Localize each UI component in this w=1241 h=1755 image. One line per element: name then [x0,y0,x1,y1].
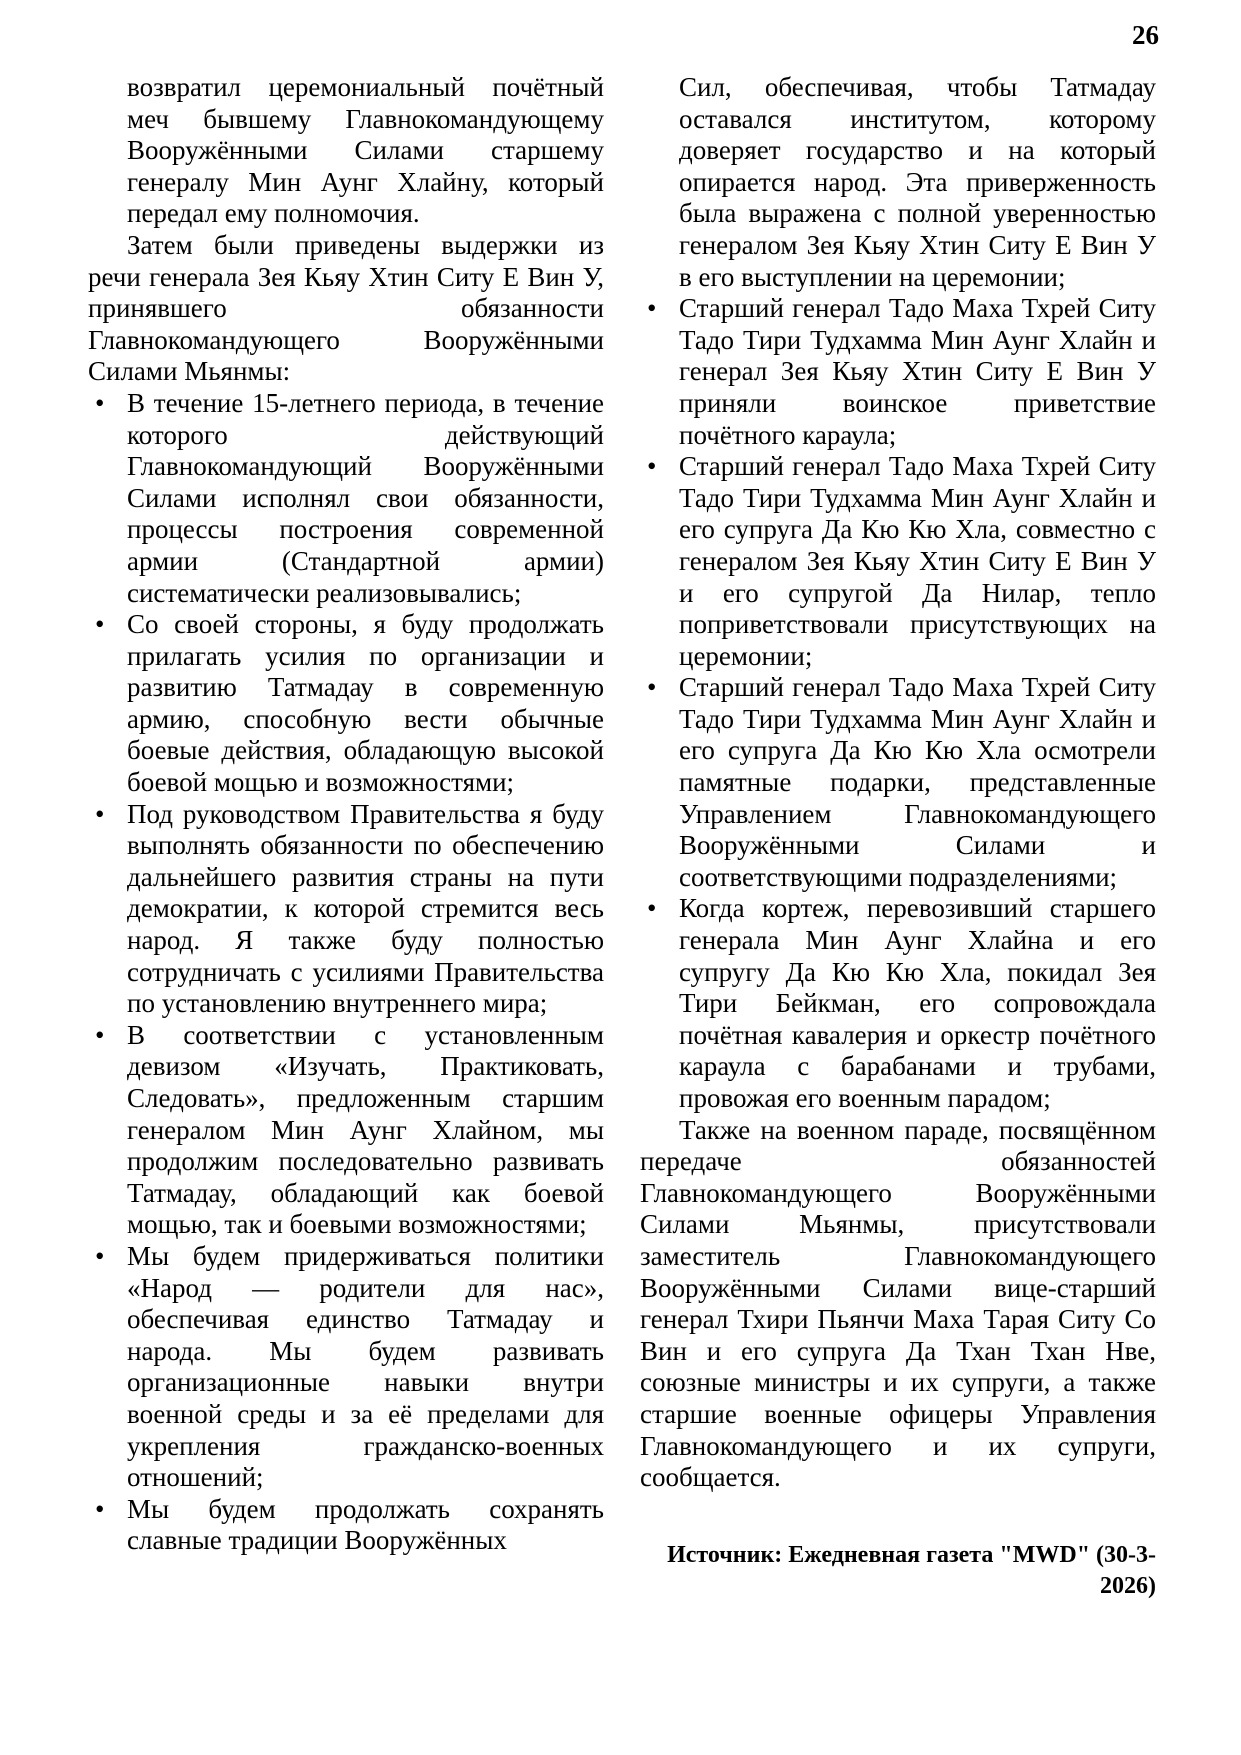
bullet-marker-icon: • [95,609,105,640]
bullet-marker-icon: • [95,1493,105,1524]
bullet-marker-icon: • [647,451,657,482]
bullet-text: Мы будем продолжать сохранять славные традиции Вооружённых [127,1493,604,1556]
bullet-item [88,1241,604,1494]
bullet-marker-icon: • [95,798,105,829]
bullet-item [640,672,1156,893]
bullet-text: Старший генерал Тадо Маха Тхрей Ситу Тадо Тири Тудхамма Мин Аунг Хлайн и его супруга Да Кю Кю Хла осмотрели памятные подарки, представленные Управлением Главнокомандующего Вооружёнными Силами и соответствующими подразделениями; [679,672,1156,892]
continuation-paragraph: возвратил церемониальный почётный меч бывшему Главнокомандующему Вооружёнными Силами старшему генералу Мин Аунг Хлайну, который передал ему полномочия. [127,72,604,229]
bullet-item [640,893,1156,1114]
bullet-item [88,388,604,609]
two-column-layout [88,72,1156,1603]
bullet-item [88,1494,604,1557]
left-column [88,72,604,1603]
page-number: 26 [1132,20,1159,50]
bullet-text: Старший генерал Тадо Маха Тхрей Ситу Тадо Тири Тудхамма Мин Аунг Хлайн и генерал Зея Кьяу Хтин Ситу Е Вин У приняли воинское приветствие почётного караула; [679,293,1156,450]
bullet-item [640,293,1156,451]
right-column [640,72,1156,1603]
continuation-paragraph: Сил, обеспечивая, чтобы Татмадау оставался институтом, которому доверяет государство и на который опирается народ. Эта приверженность была выражена с полной уверенностью генералом Зея Кьяу Хтин Ситу Е Вин У в его выступлении на церемонии; [679,72,1156,292]
bullet-item [88,1020,604,1241]
bullet-text: Со своей стороны, я буду продолжать прилагать усилия по организации и развитию Татмадау в современную армию, способную вести обычные боевые действия, обладающую высокой боевой мощью и возможностями; [127,609,604,798]
closing-paragraph: Также на военном параде, посвящённом передаче обязанностей Главнокомандующего Вооружёнными Силами Мьянмы, присутствовали заместитель Главнокомандующего Вооружёнными Силами вице-старший генерал Тхири Пьянчи Маха Тарая Ситу Со Вин и его супруга Да Тхан Тхан Нве, союзные министры и их супруги, а также старшие военные офицеры Управления Главнокомандующего и их супруги, сообщается. [640,1114,1156,1493]
bullet-text: В течение 15-летнего периода, в течение которого действующий Главнокомандующий Вооружёнными Силами исполнял свои обязанности, процессы построения современной армии (Стандартной армии) систематически реализовывались; [127,387,604,608]
bullet-item [88,799,604,1020]
bullet-marker-icon: • [647,293,657,324]
bullet-item [640,451,1156,672]
bullet-marker-icon: • [647,672,657,703]
source-line: Источник: Ежедневная газета "MWD" (30-3-2026) [667,1541,1156,1600]
intro-paragraph: Затем были приведены выдержки из речи генерала Зея Кьяу Хтин Ситу Е Вин У, принявшего обязанности Главнокомандующего Вооружёнными Силами Мьянмы: [88,229,604,387]
bullet-text: Старший генерал Тадо Маха Тхрей Ситу Тадо Тири Тудхамма Мин Аунг Хлайн и его супруга Да Кю Кю Хла, совместно с генералом Зея Кьяу Хтин Ситу Е Вин У и его супругой Да Нилар, тепло поприветствовали присутствующих на церемонии; [679,451,1156,671]
bullet-text: Мы будем придерживаться политики «Народ — родители для нас», обеспечивая единство Татмадау и народа. Мы будем развивать организационные навыки внутри военной среды и за её пределами для укрепления гражданско-военных отношений; [127,1240,604,1493]
bullet-marker-icon: • [95,1019,105,1050]
bullet-text: В соответствии с установленным девизом «Изучать, Практиковать, Следовать», предложенным старшим генералом Мин Аунг Хлайном, мы продолжим последовательно развивать Татмадау, обладающий как боевой мощью, так и боевыми возможностями; [127,1019,604,1240]
bullet-marker-icon: • [95,1240,105,1271]
bullet-item [88,609,604,799]
bullet-marker-icon: • [95,387,105,418]
bullet-text: Под руководством Правительства я буду выполнять обязанности по обеспечению дальнейшего развития страны на пути демократии, к которой стремится весь народ. Я также буду полностью сотрудничать с усилиями Правительства по установлению внутреннего мира; [127,798,604,1019]
bullet-marker-icon: • [647,893,657,924]
bullet-text: Когда кортеж, перевозивший старшего генерала Мин Аунг Хлайна и его супругу Да Кю Кю Хла, покидал Зея Тири Бейкман, его сопровождала почётная кавалерия и оркестр почётного караула с барабанами и трубами, провожая его военным парадом; [679,893,1156,1113]
